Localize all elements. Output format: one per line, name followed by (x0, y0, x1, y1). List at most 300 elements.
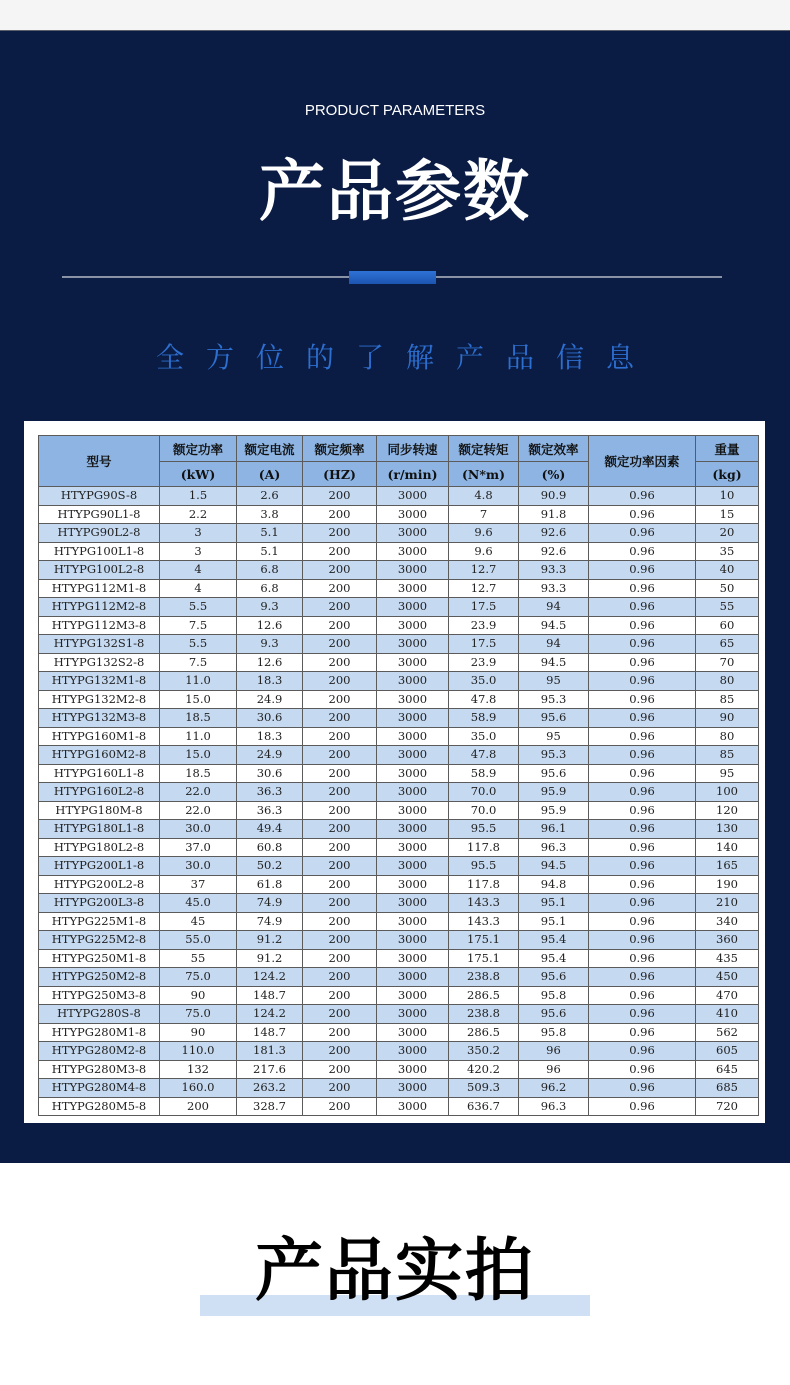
cell-rated-torque: 9.6 (449, 542, 519, 561)
cell-model: HTYPG160M1-8 (39, 727, 160, 746)
cell-model: HTYPG132M1-8 (39, 672, 160, 691)
table-row (39, 690, 759, 709)
cell-rated-current: 124.2 (237, 1005, 303, 1024)
table-row (39, 672, 759, 691)
cell-weight: 60 (696, 616, 759, 635)
cell-weight: 140 (696, 838, 759, 857)
cell-rated-torque: 350.2 (449, 1042, 519, 1061)
table-row (39, 820, 759, 839)
cell-rated-efficiency: 92.6 (519, 542, 589, 561)
cell-sync-speed: 3000 (377, 1023, 449, 1042)
cell-sync-speed: 3000 (377, 1060, 449, 1079)
cell-model: HTYPG280M2-8 (39, 1042, 160, 1061)
cell-sync-speed: 3000 (377, 1042, 449, 1061)
cell-model: HTYPG100L1-8 (39, 542, 160, 561)
cell-sync-speed: 3000 (377, 616, 449, 635)
parameters-table-panel (24, 421, 765, 1123)
section-subtitle: 全方位的了解产品信息 (155, 341, 656, 374)
table-row (39, 727, 759, 746)
cell-sync-speed: 3000 (377, 561, 449, 580)
cell-power-factor: 0.96 (589, 1097, 696, 1116)
table-row (39, 598, 759, 617)
cell-rated-power: 5.5 (160, 635, 237, 654)
cell-rated-current: 181.3 (237, 1042, 303, 1061)
cell-rated-current: 24.9 (237, 746, 303, 765)
cell-rated-torque: 70.0 (449, 801, 519, 820)
table-row (39, 616, 759, 635)
cell-rated-frequency: 200 (303, 616, 377, 635)
cell-rated-power: 132 (160, 1060, 237, 1079)
cell-power-factor: 0.96 (589, 764, 696, 783)
cell-rated-frequency: 200 (303, 801, 377, 820)
cell-weight: 120 (696, 801, 759, 820)
cell-rated-power: 55 (160, 949, 237, 968)
cell-weight: 85 (696, 746, 759, 765)
cell-rated-efficiency: 95.9 (519, 801, 589, 820)
cell-rated-frequency: 200 (303, 1079, 377, 1098)
cell-weight: 80 (696, 672, 759, 691)
cell-weight: 210 (696, 894, 759, 913)
cell-power-factor: 0.96 (589, 598, 696, 617)
cell-weight: 685 (696, 1079, 759, 1098)
cell-model: HTYPG200L1-8 (39, 857, 160, 876)
cell-rated-torque: 12.7 (449, 561, 519, 580)
cell-rated-torque: 420.2 (449, 1060, 519, 1079)
cell-rated-current: 124.2 (237, 968, 303, 987)
cell-sync-speed: 3000 (377, 635, 449, 654)
table-row (39, 709, 759, 728)
cell-model: HTYPG280M4-8 (39, 1079, 160, 1098)
cell-weight: 645 (696, 1060, 759, 1079)
cell-sync-speed: 3000 (377, 579, 449, 598)
cell-sync-speed: 3000 (377, 894, 449, 913)
table-row (39, 561, 759, 580)
cell-rated-frequency: 200 (303, 1060, 377, 1079)
cell-rated-power: 4 (160, 561, 237, 580)
cell-rated-current: 30.6 (237, 709, 303, 728)
cell-weight: 15 (696, 505, 759, 524)
cell-rated-power: 11.0 (160, 727, 237, 746)
cell-rated-torque: 47.8 (449, 690, 519, 709)
table-row (39, 1023, 759, 1042)
cell-rated-current: 30.6 (237, 764, 303, 783)
cell-rated-frequency: 200 (303, 894, 377, 913)
header-power-factor: 额定功率因素 (589, 436, 696, 487)
cell-sync-speed: 3000 (377, 801, 449, 820)
cell-power-factor: 0.96 (589, 894, 696, 913)
section-title: 产品参数 (259, 153, 531, 230)
cell-rated-frequency: 200 (303, 487, 377, 506)
cell-rated-frequency: 200 (303, 838, 377, 857)
table-row (39, 505, 759, 524)
cell-model: HTYPG250M1-8 (39, 949, 160, 968)
cell-model: HTYPG200L3-8 (39, 894, 160, 913)
cell-rated-torque: 286.5 (449, 1023, 519, 1042)
cell-sync-speed: 3000 (377, 1005, 449, 1024)
cell-sync-speed: 3000 (377, 542, 449, 561)
cell-model: HTYPG280S-8 (39, 1005, 160, 1024)
cell-power-factor: 0.96 (589, 838, 696, 857)
cell-rated-efficiency: 94 (519, 598, 589, 617)
cell-rated-current: 24.9 (237, 690, 303, 709)
table-row (39, 801, 759, 820)
cell-rated-efficiency: 95.1 (519, 894, 589, 913)
cell-rated-current: 217.6 (237, 1060, 303, 1079)
cell-model: HTYPG180L2-8 (39, 838, 160, 857)
cell-power-factor: 0.96 (589, 672, 696, 691)
cell-rated-frequency: 200 (303, 505, 377, 524)
cell-rated-frequency: 200 (303, 875, 377, 894)
unit-rated-torque: (N*m) (449, 462, 519, 487)
cell-model: HTYPG132S2-8 (39, 653, 160, 672)
cell-weight: 10 (696, 487, 759, 506)
cell-power-factor: 0.96 (589, 690, 696, 709)
cell-model: HTYPG90L2-8 (39, 524, 160, 543)
cell-rated-power: 4 (160, 579, 237, 598)
cell-rated-torque: 58.9 (449, 764, 519, 783)
cell-rated-efficiency: 95.6 (519, 764, 589, 783)
cell-rated-torque: 117.8 (449, 875, 519, 894)
cell-sync-speed: 3000 (377, 598, 449, 617)
cell-rated-efficiency: 95 (519, 672, 589, 691)
cell-rated-power: 15.0 (160, 746, 237, 765)
cell-rated-efficiency: 95.4 (519, 949, 589, 968)
cell-rated-current: 6.8 (237, 561, 303, 580)
cell-model: HTYPG132S1-8 (39, 635, 160, 654)
cell-rated-frequency: 200 (303, 968, 377, 987)
cell-weight: 85 (696, 690, 759, 709)
cell-rated-current: 49.4 (237, 820, 303, 839)
cell-rated-power: 3 (160, 542, 237, 561)
cell-model: HTYPG180M-8 (39, 801, 160, 820)
cell-power-factor: 0.96 (589, 1042, 696, 1061)
cell-rated-current: 12.6 (237, 616, 303, 635)
cell-sync-speed: 3000 (377, 838, 449, 857)
table-row (39, 579, 759, 598)
cell-model: HTYPG112M2-8 (39, 598, 160, 617)
cell-rated-efficiency: 95.3 (519, 746, 589, 765)
cell-rated-power: 200 (160, 1097, 237, 1116)
cell-rated-current: 12.6 (237, 653, 303, 672)
cell-power-factor: 0.96 (589, 986, 696, 1005)
cell-rated-frequency: 200 (303, 912, 377, 931)
cell-power-factor: 0.96 (589, 727, 696, 746)
cell-rated-torque: 35.0 (449, 727, 519, 746)
product-photos-title: 产品实拍 (254, 1232, 535, 1311)
cell-rated-efficiency: 96 (519, 1060, 589, 1079)
cell-weight: 65 (696, 635, 759, 654)
table-row (39, 894, 759, 913)
cell-weight: 35 (696, 542, 759, 561)
cell-power-factor: 0.96 (589, 1060, 696, 1079)
cell-model: HTYPG280M5-8 (39, 1097, 160, 1116)
cell-rated-efficiency: 94.5 (519, 857, 589, 876)
cell-rated-frequency: 200 (303, 653, 377, 672)
cell-sync-speed: 3000 (377, 487, 449, 506)
cell-rated-power: 45.0 (160, 894, 237, 913)
cell-sync-speed: 3000 (377, 857, 449, 876)
cell-rated-current: 9.3 (237, 635, 303, 654)
cell-rated-power: 30.0 (160, 820, 237, 839)
cell-sync-speed: 3000 (377, 727, 449, 746)
cell-rated-efficiency: 95 (519, 727, 589, 746)
cell-power-factor: 0.96 (589, 801, 696, 820)
cell-rated-torque: 238.8 (449, 1005, 519, 1024)
cell-power-factor: 0.96 (589, 616, 696, 635)
cell-sync-speed: 3000 (377, 912, 449, 931)
cell-rated-frequency: 200 (303, 1023, 377, 1042)
cell-rated-current: 148.7 (237, 1023, 303, 1042)
cell-rated-frequency: 200 (303, 635, 377, 654)
cell-sync-speed: 3000 (377, 875, 449, 894)
table-row (39, 875, 759, 894)
cell-weight: 80 (696, 727, 759, 746)
cell-rated-power: 75.0 (160, 1005, 237, 1024)
cell-rated-efficiency: 90.9 (519, 487, 589, 506)
cell-sync-speed: 3000 (377, 783, 449, 802)
cell-sync-speed: 3000 (377, 820, 449, 839)
cell-rated-torque: 58.9 (449, 709, 519, 728)
cell-rated-torque: 7 (449, 505, 519, 524)
cell-rated-frequency: 200 (303, 764, 377, 783)
cell-power-factor: 0.96 (589, 524, 696, 543)
cell-rated-torque: 23.9 (449, 653, 519, 672)
cell-sync-speed: 3000 (377, 709, 449, 728)
cell-model: HTYPG280M1-8 (39, 1023, 160, 1042)
cell-rated-power: 30.0 (160, 857, 237, 876)
table-row (39, 764, 759, 783)
cell-model: HTYPG225M2-8 (39, 931, 160, 950)
cell-rated-frequency: 200 (303, 857, 377, 876)
table-row (39, 838, 759, 857)
table-row (39, 1060, 759, 1079)
cell-power-factor: 0.96 (589, 579, 696, 598)
cell-rated-power: 22.0 (160, 783, 237, 802)
cell-power-factor: 0.96 (589, 949, 696, 968)
cell-rated-efficiency: 92.6 (519, 524, 589, 543)
cell-rated-current: 3.8 (237, 505, 303, 524)
cell-model: HTYPG100L2-8 (39, 561, 160, 580)
header-rated-current: 额定电流 (237, 436, 303, 462)
cell-rated-efficiency: 95.8 (519, 986, 589, 1005)
cell-rated-efficiency: 93.3 (519, 579, 589, 598)
cell-rated-efficiency: 95.4 (519, 931, 589, 950)
cell-rated-power: 3 (160, 524, 237, 543)
header-rated-power: 额定功率 (160, 436, 237, 462)
cell-weight: 90 (696, 709, 759, 728)
cell-weight: 100 (696, 783, 759, 802)
cell-rated-current: 74.9 (237, 894, 303, 913)
cell-rated-torque: 175.1 (449, 949, 519, 968)
cell-rated-current: 5.1 (237, 524, 303, 543)
table-row (39, 1042, 759, 1061)
cell-rated-torque: 238.8 (449, 968, 519, 987)
cell-rated-power: 45 (160, 912, 237, 931)
cell-rated-current: 328.7 (237, 1097, 303, 1116)
table-row (39, 949, 759, 968)
cell-rated-torque: 95.5 (449, 857, 519, 876)
cell-model: HTYPG280M3-8 (39, 1060, 160, 1079)
cell-rated-frequency: 200 (303, 579, 377, 598)
cell-rated-current: 36.3 (237, 783, 303, 802)
cell-sync-speed: 3000 (377, 931, 449, 950)
cell-rated-torque: 143.3 (449, 912, 519, 931)
cell-rated-frequency: 200 (303, 986, 377, 1005)
cell-weight: 40 (696, 561, 759, 580)
unit-rated-power: (kW) (160, 462, 237, 487)
table-row (39, 487, 759, 506)
cell-rated-frequency: 200 (303, 672, 377, 691)
cell-rated-frequency: 200 (303, 727, 377, 746)
cell-rated-power: 7.5 (160, 616, 237, 635)
cell-rated-efficiency: 95.9 (519, 783, 589, 802)
cell-power-factor: 0.96 (589, 912, 696, 931)
cell-model: HTYPG90L1-8 (39, 505, 160, 524)
cell-rated-efficiency: 96 (519, 1042, 589, 1061)
cell-rated-power: 37 (160, 875, 237, 894)
cell-rated-torque: 70.0 (449, 783, 519, 802)
table-row (39, 1005, 759, 1024)
cell-rated-torque: 636.7 (449, 1097, 519, 1116)
unit-rated-frequency: (HZ) (303, 462, 377, 487)
cell-rated-power: 90 (160, 1023, 237, 1042)
cell-sync-speed: 3000 (377, 746, 449, 765)
unit-rated-current: (A) (237, 462, 303, 487)
cell-rated-efficiency: 96.1 (519, 820, 589, 839)
cell-rated-frequency: 200 (303, 561, 377, 580)
cell-rated-frequency: 200 (303, 1005, 377, 1024)
cell-rated-power: 7.5 (160, 653, 237, 672)
unit-weight: (kg) (696, 462, 759, 487)
cell-rated-current: 6.8 (237, 579, 303, 598)
cell-rated-current: 263.2 (237, 1079, 303, 1098)
cell-sync-speed: 3000 (377, 672, 449, 691)
cell-rated-torque: 17.5 (449, 598, 519, 617)
cell-rated-frequency: 200 (303, 931, 377, 950)
cell-power-factor: 0.96 (589, 857, 696, 876)
cell-rated-frequency: 200 (303, 820, 377, 839)
cell-power-factor: 0.96 (589, 635, 696, 654)
cell-weight: 165 (696, 857, 759, 876)
cell-rated-efficiency: 96.2 (519, 1079, 589, 1098)
cell-weight: 70 (696, 653, 759, 672)
cell-power-factor: 0.96 (589, 542, 696, 561)
cell-rated-efficiency: 94.5 (519, 653, 589, 672)
table-body (39, 487, 759, 1116)
cell-rated-torque: 17.5 (449, 635, 519, 654)
cell-rated-efficiency: 95.8 (519, 1023, 589, 1042)
cell-power-factor: 0.96 (589, 505, 696, 524)
cell-sync-speed: 3000 (377, 968, 449, 987)
cell-power-factor: 0.96 (589, 968, 696, 987)
header-rated-efficiency: 额定效率 (519, 436, 589, 462)
header-sync-speed: 同步转速 (377, 436, 449, 462)
parameters-table (38, 435, 759, 1116)
cell-sync-speed: 3000 (377, 1079, 449, 1098)
cell-power-factor: 0.96 (589, 1005, 696, 1024)
cell-rated-torque: 12.7 (449, 579, 519, 598)
header-model: 型号 (39, 436, 160, 487)
top-strip (0, 0, 790, 31)
cell-rated-power: 2.2 (160, 505, 237, 524)
cell-rated-power: 11.0 (160, 672, 237, 691)
cell-rated-current: 18.3 (237, 672, 303, 691)
cell-rated-power: 55.0 (160, 931, 237, 950)
cell-rated-torque: 95.5 (449, 820, 519, 839)
cell-rated-current: 50.2 (237, 857, 303, 876)
table-row (39, 968, 759, 987)
cell-weight: 50 (696, 579, 759, 598)
cell-rated-current: 18.3 (237, 727, 303, 746)
cell-rated-current: 5.1 (237, 542, 303, 561)
cell-rated-efficiency: 96.3 (519, 838, 589, 857)
cell-rated-current: 148.7 (237, 986, 303, 1005)
header-rated-frequency: 额定频率 (303, 436, 377, 462)
cell-rated-current: 74.9 (237, 912, 303, 931)
cell-power-factor: 0.96 (589, 653, 696, 672)
cell-rated-current: 60.8 (237, 838, 303, 857)
cell-power-factor: 0.96 (589, 783, 696, 802)
cell-rated-frequency: 200 (303, 542, 377, 561)
cell-model: HTYPG250M2-8 (39, 968, 160, 987)
cell-model: HTYPG90S-8 (39, 487, 160, 506)
cell-model: HTYPG160M2-8 (39, 746, 160, 765)
cell-sync-speed: 3000 (377, 1097, 449, 1116)
cell-rated-current: 91.2 (237, 931, 303, 950)
cell-rated-efficiency: 94.8 (519, 875, 589, 894)
cell-rated-efficiency: 95.1 (519, 912, 589, 931)
divider-accent (349, 271, 436, 284)
cell-sync-speed: 3000 (377, 524, 449, 543)
cell-rated-current: 36.3 (237, 801, 303, 820)
cell-rated-power: 15.0 (160, 690, 237, 709)
cell-model: HTYPG132M2-8 (39, 690, 160, 709)
table-row (39, 912, 759, 931)
cell-rated-torque: 35.0 (449, 672, 519, 691)
cell-power-factor: 0.96 (589, 487, 696, 506)
table-row (39, 931, 759, 950)
cell-rated-efficiency: 94.5 (519, 616, 589, 635)
cell-rated-torque: 23.9 (449, 616, 519, 635)
cell-rated-power: 18.5 (160, 709, 237, 728)
cell-rated-power: 160.0 (160, 1079, 237, 1098)
cell-rated-frequency: 200 (303, 949, 377, 968)
cell-model: HTYPG180L1-8 (39, 820, 160, 839)
cell-rated-torque: 9.6 (449, 524, 519, 543)
cell-power-factor: 0.96 (589, 875, 696, 894)
cell-rated-power: 75.0 (160, 968, 237, 987)
cell-rated-power: 18.5 (160, 764, 237, 783)
cell-weight: 130 (696, 820, 759, 839)
cell-rated-current: 91.2 (237, 949, 303, 968)
cell-model: HTYPG132M3-8 (39, 709, 160, 728)
cell-weight: 190 (696, 875, 759, 894)
cell-sync-speed: 3000 (377, 653, 449, 672)
cell-weight: 410 (696, 1005, 759, 1024)
cell-rated-torque: 143.3 (449, 894, 519, 913)
table-row (39, 857, 759, 876)
table-row (39, 635, 759, 654)
table-row (39, 1097, 759, 1116)
cell-power-factor: 0.96 (589, 931, 696, 950)
cell-weight: 450 (696, 968, 759, 987)
cell-rated-frequency: 200 (303, 1042, 377, 1061)
cell-rated-frequency: 200 (303, 690, 377, 709)
cell-model: HTYPG160L2-8 (39, 783, 160, 802)
cell-power-factor: 0.96 (589, 746, 696, 765)
table-row (39, 746, 759, 765)
cell-rated-power: 5.5 (160, 598, 237, 617)
